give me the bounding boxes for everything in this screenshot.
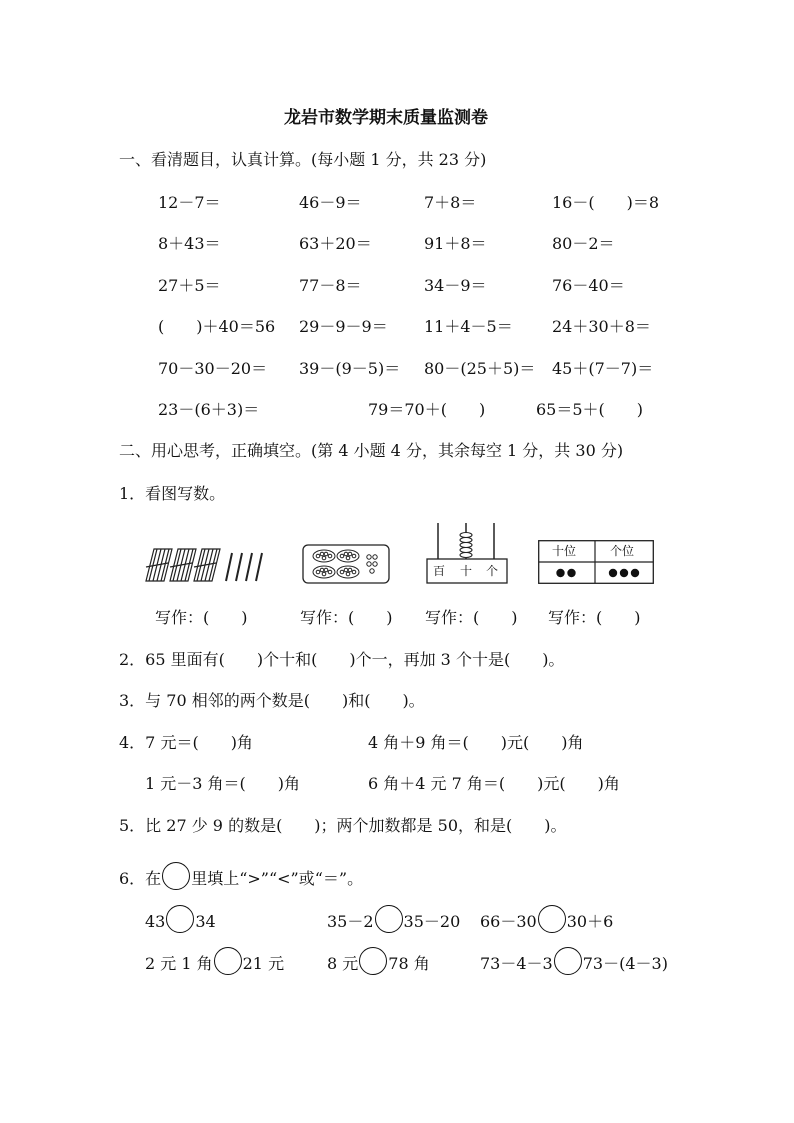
ten-dots-group-icon bbox=[337, 550, 359, 562]
exercise: 77－8＝ bbox=[299, 276, 362, 295]
single-sticks-icon bbox=[226, 553, 262, 581]
exercise: 27＋5＝ bbox=[158, 276, 221, 295]
exercise: 80－2＝ bbox=[552, 234, 615, 253]
exercise: 45＋(7－7)＝ bbox=[552, 359, 654, 378]
comparison-right: 35－20 bbox=[403, 912, 461, 931]
bundle-icon bbox=[170, 549, 196, 581]
exercise: ( )＋40＝56 bbox=[158, 317, 276, 336]
comparison-left: 66－30 bbox=[480, 912, 537, 931]
exercise: 91＋8＝ bbox=[424, 234, 487, 253]
answer-circle[interactable] bbox=[214, 947, 242, 975]
comparison-right: 30＋6 bbox=[566, 912, 614, 931]
comparison-left: 43 bbox=[145, 912, 166, 931]
exercise: 7＋8＝ bbox=[424, 193, 477, 212]
write-answer-4: 写作：( ) bbox=[548, 608, 641, 627]
bead-dot bbox=[556, 569, 564, 577]
exercise: 65＝5＋( ) bbox=[536, 400, 644, 419]
question-4-b: 4 角＋9 角＝( )元( )角 bbox=[368, 733, 584, 752]
write-answer-1: 写作：( ) bbox=[155, 608, 248, 627]
exercise: 79＝70＋( ) bbox=[368, 400, 486, 419]
abacus-label-ones: 个 bbox=[486, 564, 499, 578]
comparison-right: 78 角 bbox=[388, 954, 430, 973]
ten-dots-group-icon bbox=[313, 550, 335, 562]
compare-circle-icon bbox=[162, 862, 190, 890]
comparison-left: 73－4－3 bbox=[480, 954, 553, 973]
answer-circle[interactable] bbox=[166, 905, 194, 933]
comparison-item bbox=[145, 947, 284, 975]
comparison-left: 8 元 bbox=[327, 954, 359, 973]
place-value-table bbox=[538, 540, 654, 584]
exercise: 63＋20＝ bbox=[299, 234, 372, 253]
abacus-beads-icon bbox=[460, 533, 472, 558]
exercise: 11＋4－5＝ bbox=[424, 317, 513, 336]
ten-dots-group-icon bbox=[337, 566, 359, 578]
exercise: 24＋30＋8＝ bbox=[552, 317, 651, 336]
abacus-label-tens: 十 bbox=[460, 564, 473, 578]
bead-dot bbox=[567, 569, 575, 577]
stick-bundles-figure bbox=[140, 545, 275, 585]
exercise: 12－7＝ bbox=[158, 193, 221, 212]
exercise: 23－(6＋3)＝ bbox=[158, 400, 260, 419]
comparison-item bbox=[480, 905, 613, 933]
bead-dot bbox=[620, 569, 628, 577]
q6-intro-after: 里填上“>”“<”或“＝”。 bbox=[191, 869, 364, 888]
table-header-tens: 十位 bbox=[552, 544, 577, 558]
comparison-item bbox=[327, 905, 460, 933]
q1-label: 1．看图写数。 bbox=[119, 484, 226, 503]
answer-circle[interactable] bbox=[538, 905, 566, 933]
section2-heading: 二、用心思考，正确填空。(第 4 小题 4 分，其余每空 1 分，共 30 分) bbox=[119, 441, 624, 460]
abacus-label-hundreds: 百 bbox=[433, 564, 446, 578]
exercise: 8＋43＝ bbox=[158, 234, 221, 253]
exercise: 70－30－20＝ bbox=[158, 359, 268, 378]
exercise: 76－40＝ bbox=[552, 276, 625, 295]
question-6-intro bbox=[119, 862, 363, 890]
question-4-c: 1 元－3 角＝( )角 bbox=[145, 774, 301, 793]
question-5: 5．比 27 少 9 的数是( )；两个加数都是 50，和是( )。 bbox=[119, 816, 567, 835]
comparison-right: 73－(4－3) bbox=[582, 954, 668, 973]
abacus-figure bbox=[426, 521, 508, 585]
bead-dot bbox=[609, 569, 617, 577]
write-answer-3: 写作：( ) bbox=[425, 608, 518, 627]
comparison-right: 34 bbox=[195, 912, 216, 931]
comparison-right: 21 元 bbox=[242, 954, 285, 973]
exercise: 46－9＝ bbox=[299, 193, 362, 212]
exercise: 16－( )＝8 bbox=[552, 193, 660, 212]
exercise: 80－(25＋5)＝ bbox=[424, 359, 536, 378]
question-4-a: 4．7 元＝( )角 bbox=[119, 733, 253, 752]
dot-groups-figure bbox=[302, 544, 390, 584]
comparison-item bbox=[480, 947, 668, 975]
exercise: 34－9＝ bbox=[424, 276, 487, 295]
answer-circle[interactable] bbox=[375, 905, 403, 933]
comparison-item bbox=[145, 905, 216, 933]
answer-circle[interactable] bbox=[554, 947, 582, 975]
comparison-left: 2 元 1 角 bbox=[145, 954, 213, 973]
bead-dot bbox=[631, 569, 639, 577]
bundle-icon bbox=[146, 549, 172, 581]
q6-intro-before: 6．在 bbox=[119, 869, 162, 888]
answer-circle[interactable] bbox=[359, 947, 387, 975]
table-header-ones: 个位 bbox=[610, 544, 635, 558]
comparison-left: 35－2 bbox=[327, 912, 374, 931]
page-title: 龙岩市数学期末质量监测卷 bbox=[284, 108, 488, 128]
question-3: 3．与 70 相邻的两个数是( )和( )。 bbox=[119, 691, 425, 710]
ten-dots-group-icon bbox=[313, 566, 335, 578]
question-4-d: 6 角＋4 元 7 角＝( )元( )角 bbox=[368, 774, 620, 793]
exercise: 39－(9－5)＝ bbox=[299, 359, 401, 378]
question-2: 2．65 里面有( )个十和( )个一，再加 3 个十是( )。 bbox=[119, 650, 565, 669]
section1-heading: 一、看清题目，认真计算。(每小题 1 分，共 23 分) bbox=[119, 150, 487, 169]
bundle-icon bbox=[194, 549, 220, 581]
exercise: 29－9－9＝ bbox=[299, 317, 388, 336]
comparison-item bbox=[327, 947, 430, 975]
write-answer-2: 写作：( ) bbox=[300, 608, 393, 627]
